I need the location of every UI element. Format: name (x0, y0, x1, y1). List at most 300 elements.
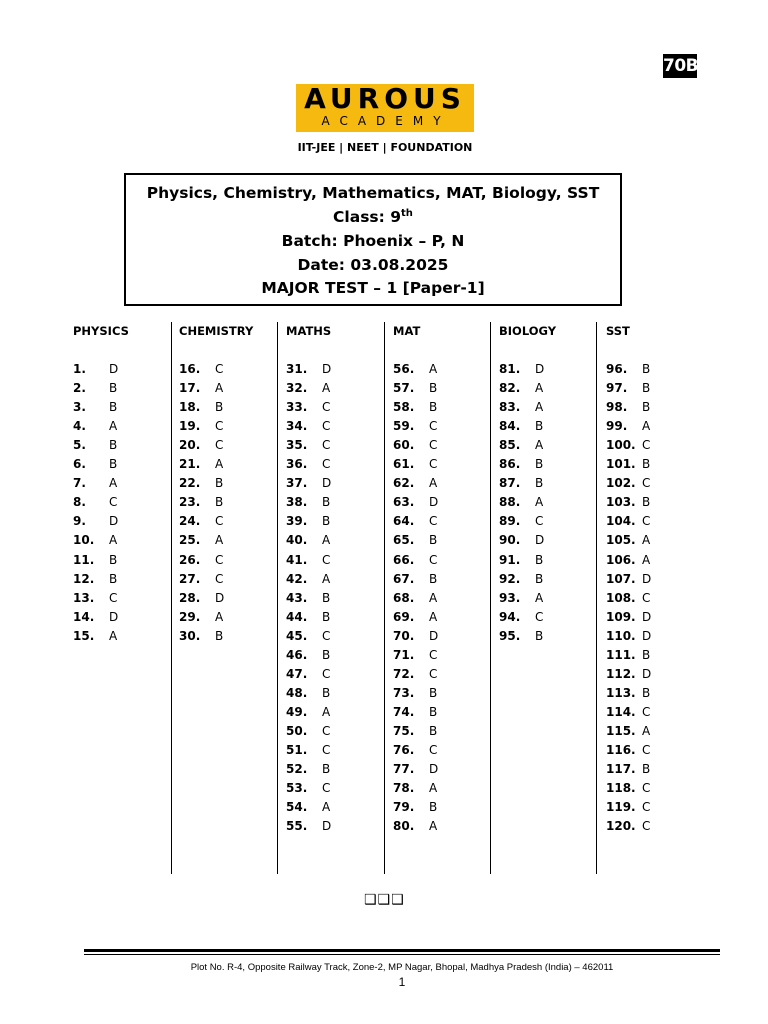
answer-row (73, 495, 173, 514)
answer-option: D (109, 609, 119, 624)
answer-row (393, 667, 493, 686)
question-number: 105. (606, 533, 636, 548)
answer-row (393, 800, 493, 819)
answer-option: B (429, 381, 438, 396)
answer-option: A (215, 457, 224, 472)
answer-row (286, 476, 386, 495)
question-number: 33. (286, 400, 308, 415)
answer-option: C (642, 590, 651, 605)
question-number: 9. (73, 514, 86, 529)
answer-option: B (109, 457, 118, 472)
answer-option: A (429, 362, 438, 376)
question-number: 68. (393, 590, 415, 605)
logo-subtitle: ACADEMY (321, 114, 451, 128)
question-number: 103. (606, 495, 636, 510)
question-number: 34. (286, 419, 308, 434)
answer-option: B (215, 628, 224, 643)
answer-option: B (535, 419, 544, 434)
question-number: 118. (606, 781, 636, 796)
question-number: 90. (499, 533, 521, 548)
question-number: 83. (499, 400, 521, 415)
paper-code-badge: 70B (663, 56, 699, 76)
answer-option: A (109, 476, 118, 491)
answer-option: D (429, 495, 439, 510)
answer-option: C (535, 514, 544, 529)
answer-row (393, 533, 493, 552)
date-line: Date: 03.08.2025 (297, 256, 449, 274)
question-number: 41. (286, 552, 308, 567)
answer-row (393, 591, 493, 610)
question-number: 36. (286, 457, 308, 472)
question-number: 110. (606, 628, 636, 643)
answer-option: A (535, 381, 544, 396)
question-number: 23. (179, 495, 201, 510)
question-number: 60. (393, 438, 415, 453)
question-number: 84. (499, 419, 521, 434)
answer-option: C (322, 666, 331, 681)
answer-option: C (429, 666, 438, 681)
answer-row (393, 381, 493, 400)
question-number: 32. (286, 381, 308, 396)
answer-option: A (109, 628, 118, 643)
answer-option: A (322, 800, 331, 815)
answer-row (73, 400, 173, 419)
answer-row (179, 381, 279, 400)
answer-option: B (322, 762, 331, 777)
question-number: 37. (286, 476, 308, 491)
answer-option: C (642, 743, 651, 757)
question-number: 10. (73, 533, 95, 548)
column-heading: CHEMISTRY (179, 324, 254, 338)
answer-row (393, 438, 493, 457)
answer-row (73, 457, 173, 476)
answer-option: A (429, 609, 438, 624)
subjects-line: Physics, Chemistry, Mathematics, MAT, Biology, SST (146, 184, 600, 202)
answer-row (73, 419, 173, 438)
answer-row (606, 381, 706, 400)
answer-option: B (109, 438, 118, 453)
question-number: 89. (499, 514, 521, 529)
answer-row (606, 781, 706, 800)
answer-option: A (642, 419, 651, 434)
question-number: 35. (286, 438, 308, 453)
answer-option: B (642, 685, 651, 700)
answer-row (286, 781, 386, 800)
question-number: 115. (606, 723, 636, 738)
question-number: 71. (393, 647, 415, 662)
footer-rule (84, 949, 720, 952)
question-number: 88. (499, 495, 521, 510)
answer-option: A (322, 533, 331, 548)
answer-option: B (642, 762, 651, 777)
question-number: 18. (179, 400, 201, 415)
answer-option: C (322, 438, 331, 453)
question-number: 19. (179, 419, 201, 434)
column-divider (384, 322, 385, 874)
question-number: 40. (286, 533, 308, 548)
answer-option: B (535, 476, 544, 491)
answer-option: A (429, 819, 438, 834)
answer-row (499, 572, 599, 591)
question-number: 24. (179, 514, 201, 529)
question-number: 66. (393, 552, 415, 567)
answer-row (73, 553, 173, 572)
answer-row (286, 457, 386, 476)
answer-option: A (429, 781, 438, 796)
answer-row (606, 476, 706, 495)
question-number: 51. (286, 743, 308, 757)
answer-option: A (215, 533, 224, 548)
answer-option: C (642, 438, 651, 453)
answer-option: D (109, 362, 119, 376)
answer-option: A (429, 590, 438, 605)
question-number: 101. (606, 457, 636, 472)
answer-row (606, 438, 706, 457)
answer-option: A (215, 609, 224, 624)
question-number: 106. (606, 552, 636, 567)
column-divider (596, 322, 597, 874)
answer-option: C (429, 743, 438, 757)
question-number: 27. (179, 571, 201, 586)
answer-option: B (429, 533, 438, 548)
answer-option: C (642, 704, 651, 719)
answer-option: B (642, 647, 651, 662)
question-number: 119. (606, 800, 636, 815)
question-number: 72. (393, 666, 415, 681)
answer-option: B (322, 514, 331, 529)
question-number: 76. (393, 743, 415, 757)
answer-option: D (322, 476, 332, 491)
answer-row (286, 686, 386, 705)
answer-row (179, 438, 279, 457)
question-number: 111. (606, 647, 636, 662)
answer-row (499, 438, 599, 457)
answer-option: C (322, 457, 331, 472)
answer-row (179, 400, 279, 419)
question-number: 73. (393, 685, 415, 700)
answer-option: A (642, 533, 651, 548)
answer-row (73, 514, 173, 533)
answer-option: B (535, 457, 544, 472)
answer-option: B (429, 685, 438, 700)
question-number: 102. (606, 476, 636, 491)
question-number: 62. (393, 476, 415, 491)
question-number: 75. (393, 723, 415, 738)
answer-row (286, 419, 386, 438)
question-number: 64. (393, 514, 415, 529)
answer-row (179, 457, 279, 476)
answer-row (606, 724, 706, 743)
answer-row (286, 762, 386, 781)
question-number: 30. (179, 628, 201, 643)
answer-option: C (642, 781, 651, 796)
answer-row (606, 533, 706, 552)
answer-row (606, 762, 706, 781)
question-number: 112. (606, 666, 636, 681)
answer-option: B (215, 495, 224, 510)
question-number: 78. (393, 781, 415, 796)
answer-option: A (322, 571, 331, 586)
question-number: 114. (606, 704, 636, 719)
answer-option: C (215, 552, 224, 567)
answer-row (286, 705, 386, 724)
footer-rule-thin (84, 954, 720, 955)
answer-option: D (535, 533, 545, 548)
answer-row (499, 629, 599, 648)
answer-option: D (109, 514, 119, 529)
answer-row (393, 400, 493, 419)
question-number: 116. (606, 743, 636, 757)
question-number: 38. (286, 495, 308, 510)
question-number: 55. (286, 819, 308, 834)
question-number: 96. (606, 362, 628, 376)
question-number: 43. (286, 590, 308, 605)
question-number: 28. (179, 590, 201, 605)
answer-row (393, 705, 493, 724)
answer-row (393, 724, 493, 743)
answer-row (73, 362, 173, 381)
answer-row (393, 457, 493, 476)
question-number: 14. (73, 609, 95, 624)
answer-row (606, 495, 706, 514)
question-number: 107. (606, 571, 636, 586)
question-number: 2. (73, 381, 86, 396)
answer-row (286, 400, 386, 419)
answer-option: A (535, 590, 544, 605)
question-number: 12. (73, 571, 95, 586)
answer-option: C (215, 438, 224, 453)
answer-option: C (109, 495, 118, 510)
answer-option: B (429, 571, 438, 586)
answer-row (606, 610, 706, 629)
question-number: 97. (606, 381, 628, 396)
question-number: 100. (606, 438, 636, 453)
answer-option: C (322, 628, 331, 643)
question-number: 63. (393, 495, 415, 510)
question-number: 16. (179, 362, 201, 376)
question-number: 22. (179, 476, 201, 491)
answer-option: B (109, 400, 118, 415)
answer-row (393, 419, 493, 438)
answer-option: A (642, 723, 651, 738)
answer-row (73, 476, 173, 495)
answer-row (606, 667, 706, 686)
question-number: 85. (499, 438, 521, 453)
answer-option: C (322, 781, 331, 796)
answer-option: B (109, 552, 118, 567)
answer-option: C (322, 419, 331, 434)
answer-row (73, 629, 173, 648)
answer-option: B (322, 647, 331, 662)
answer-option: C (215, 362, 224, 376)
question-number: 4. (73, 419, 86, 434)
answer-row (73, 438, 173, 457)
answer-row (499, 400, 599, 419)
logo-tagline: IIT-JEE | NEET | FOUNDATION (297, 141, 473, 154)
answer-row (286, 514, 386, 533)
header-box (124, 173, 622, 306)
answer-row (499, 362, 599, 381)
question-number: 17. (179, 381, 201, 396)
answer-option: B (642, 457, 651, 472)
answer-row (286, 495, 386, 514)
answer-row (606, 686, 706, 705)
question-number: 65. (393, 533, 415, 548)
answer-option: A (535, 400, 544, 415)
answer-row (606, 819, 706, 838)
test-name-line: MAJOR TEST – 1 [Paper-1] (261, 279, 485, 297)
question-number: 69. (393, 609, 415, 624)
question-number: 25. (179, 533, 201, 548)
answer-option: B (322, 495, 331, 510)
answer-row (73, 533, 173, 552)
answer-row (73, 591, 173, 610)
question-number: 93. (499, 590, 521, 605)
answer-option: D (322, 362, 332, 376)
answer-option: C (535, 609, 544, 624)
answer-option: B (642, 495, 651, 510)
answer-option: B (535, 628, 544, 643)
answer-row (606, 591, 706, 610)
answer-row (499, 514, 599, 533)
question-number: 59. (393, 419, 415, 434)
answer-row (606, 419, 706, 438)
answer-option: C (215, 419, 224, 434)
question-number: 58. (393, 400, 415, 415)
question-number: 39. (286, 514, 308, 529)
answer-option: D (429, 628, 439, 643)
question-number: 56. (393, 362, 415, 376)
answer-option: C (322, 400, 331, 415)
question-number: 8. (73, 495, 86, 510)
question-number: 61. (393, 457, 415, 472)
answer-row (606, 800, 706, 819)
column-divider (277, 322, 278, 874)
answer-row (606, 629, 706, 648)
answer-option: B (215, 476, 224, 491)
answer-row (286, 724, 386, 743)
question-number: 47. (286, 666, 308, 681)
answer-option: B (109, 571, 118, 586)
question-number: 20. (179, 438, 201, 453)
answer-row (393, 629, 493, 648)
answer-row (393, 781, 493, 800)
answer-row (393, 819, 493, 838)
answer-option: A (429, 476, 438, 491)
answer-option: D (535, 362, 545, 376)
question-number: 77. (393, 762, 415, 777)
answer-row (286, 819, 386, 838)
question-number: 50. (286, 723, 308, 738)
question-number: 108. (606, 590, 636, 605)
answer-row (286, 610, 386, 629)
class-superscript: th (401, 208, 413, 219)
question-number: 80. (393, 819, 415, 834)
question-number: 70. (393, 628, 415, 643)
answer-row (179, 476, 279, 495)
answer-option: B (642, 400, 651, 415)
answer-option: D (215, 590, 225, 605)
answer-option: A (109, 419, 118, 434)
answer-option: B (215, 400, 224, 415)
question-number: 7. (73, 476, 86, 491)
answer-row (499, 457, 599, 476)
answer-option: D (642, 609, 652, 624)
answer-row (606, 648, 706, 667)
answer-row (179, 591, 279, 610)
question-number: 31. (286, 362, 308, 376)
answer-option: C (109, 590, 118, 605)
column-heading: BIOLOGY (499, 324, 557, 338)
answer-row (499, 419, 599, 438)
question-number: 99. (606, 419, 628, 434)
answer-option: C (322, 552, 331, 567)
answer-row (393, 572, 493, 591)
answer-row (606, 514, 706, 533)
question-number: 67. (393, 571, 415, 586)
answer-row (286, 553, 386, 572)
answer-option: C (429, 457, 438, 472)
answer-row (286, 648, 386, 667)
answer-row (606, 362, 706, 381)
answer-row (499, 553, 599, 572)
class-line (126, 208, 620, 226)
answer-option: B (322, 590, 331, 605)
answer-option: A (535, 495, 544, 510)
answer-option: D (642, 571, 652, 586)
answer-option: A (642, 552, 651, 567)
answer-option: C (429, 419, 438, 434)
answer-option: B (535, 552, 544, 567)
question-number: 29. (179, 609, 201, 624)
question-number: 98. (606, 400, 628, 415)
answer-option: D (642, 666, 652, 681)
answer-row (179, 419, 279, 438)
logo-wordmark: AUROUS (304, 82, 466, 115)
answer-row (286, 800, 386, 819)
page-number: 1 (398, 975, 406, 989)
question-number: 86. (499, 457, 521, 472)
batch-line: Batch: Phoenix – P, N (281, 232, 465, 250)
answer-row (606, 705, 706, 724)
question-number: 109. (606, 609, 636, 624)
answer-row (499, 476, 599, 495)
answer-row (179, 362, 279, 381)
answer-row (393, 362, 493, 381)
question-number: 92. (499, 571, 521, 586)
answer-option: A (322, 704, 331, 719)
answer-option: B (429, 400, 438, 415)
answer-row (499, 591, 599, 610)
question-number: 42. (286, 571, 308, 586)
answer-row (499, 381, 599, 400)
question-number: 57. (393, 381, 415, 396)
question-number: 49. (286, 704, 308, 719)
answer-row (499, 610, 599, 629)
answer-option: C (642, 800, 651, 815)
answer-option: B (322, 609, 331, 624)
column-divider (171, 322, 172, 874)
answer-option: B (535, 571, 544, 586)
question-number: 87. (499, 476, 521, 491)
answer-row (286, 629, 386, 648)
answer-row (179, 572, 279, 591)
answer-row (286, 743, 386, 762)
answer-option: C (429, 514, 438, 529)
answer-option: C (215, 571, 224, 586)
answer-option: C (429, 438, 438, 453)
answer-option: D (429, 762, 439, 777)
